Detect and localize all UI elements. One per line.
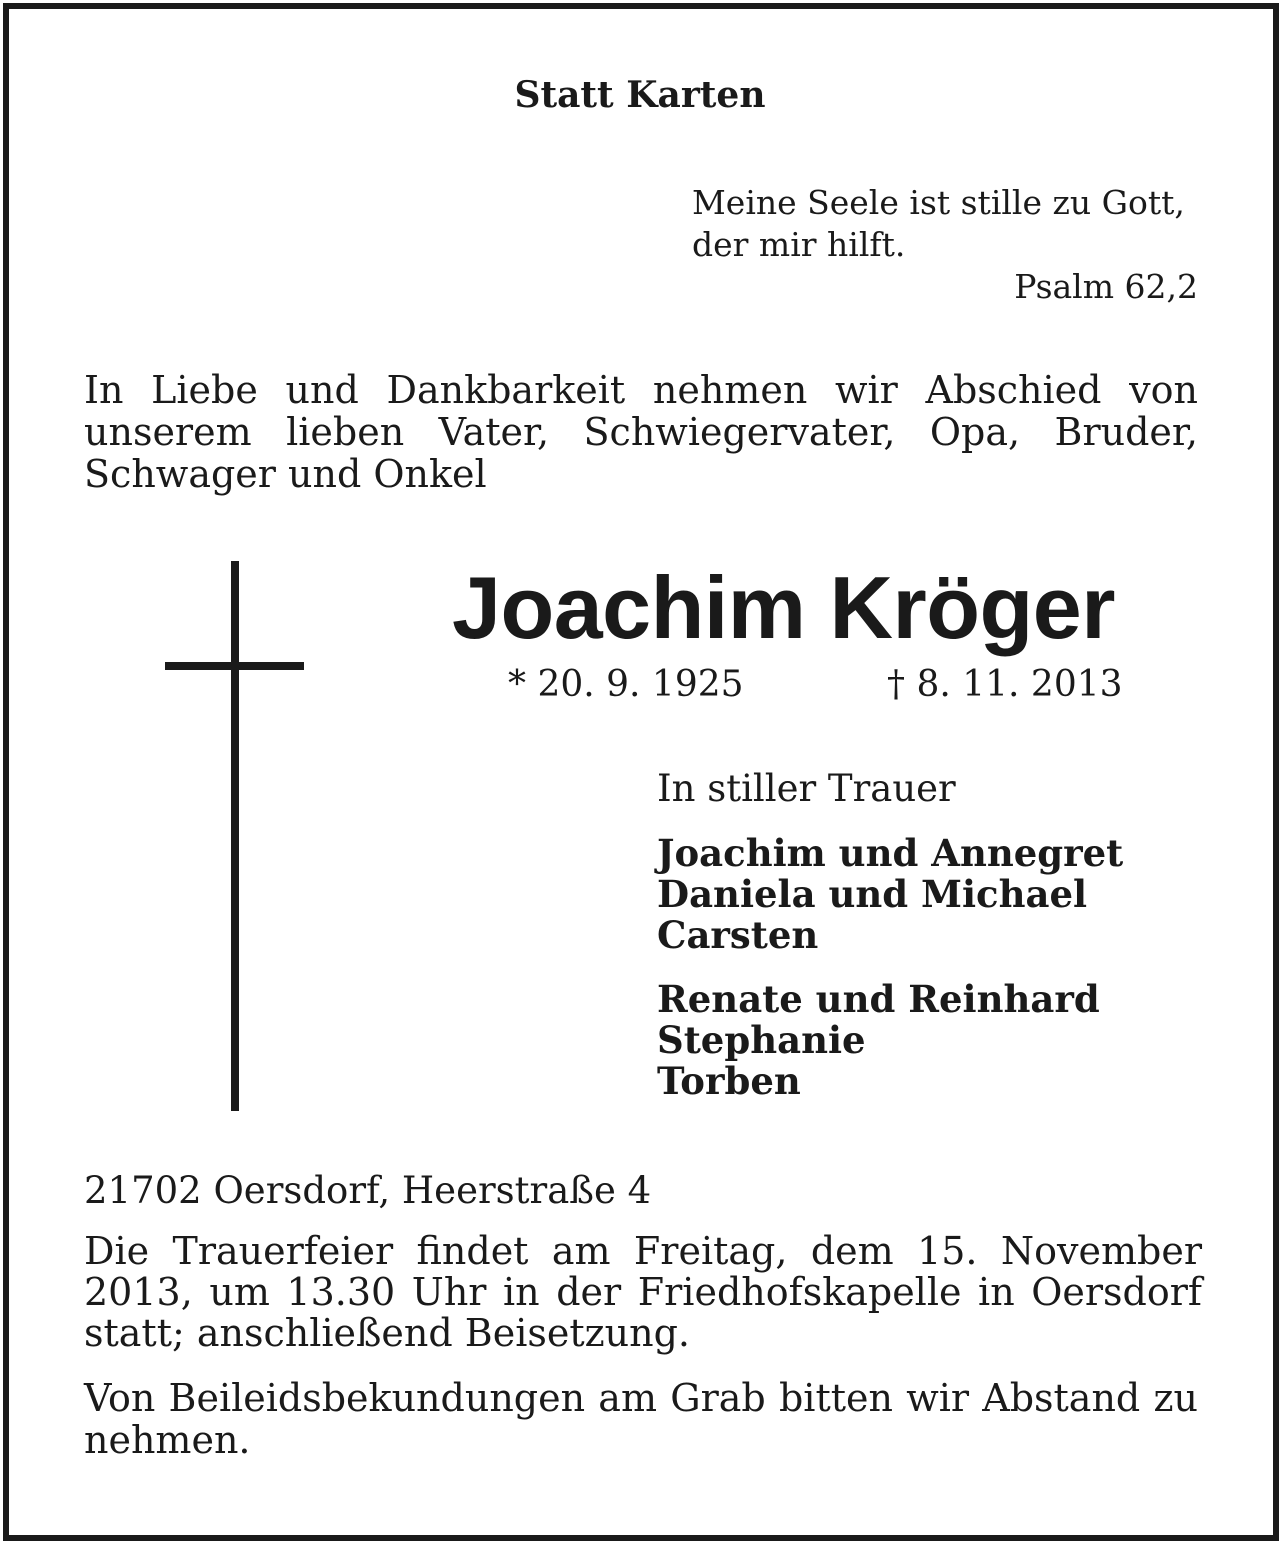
address: 21702 Oersdorf, Heerstraße 4 [84, 1169, 652, 1212]
mourning-label: In stiller Trauer [657, 767, 956, 810]
mourner-name: Joachim und Annegret [657, 831, 1124, 875]
mourner-name: Carsten [657, 913, 819, 957]
birth-date: * 20. 9. 1925 [508, 664, 744, 705]
deceased-name: Joachim Kröger [452, 558, 1115, 657]
condolences-note: Von Beileidsbekundungen am Grab bitten wir Abstand zu nehmen. [84, 1376, 1198, 1462]
mourner-group-1 [657, 833, 1123, 956]
verse-line-2: der mir hilft. [692, 225, 906, 264]
ceremony-info: Die Trauerfeier findet am Freitag, dem 15. November 2013, um 13.30 Uhr in der Friedhofskapelle in Oersdorf statt; anschließend Beisetzung. [84, 1229, 1202, 1355]
mourner-name: Renate und Reinhard [657, 977, 1100, 1021]
mourner-name: Daniela und Michael [657, 872, 1088, 916]
cross-horizontal-bar [165, 662, 304, 670]
intro-text: In Liebe und Dankbarkeit nehmen wir Abschied von unserem lieben Vater, Schwiegervater, Opa, Bruder, Schwager und Onkel [84, 368, 1198, 496]
mourner-group-2 [657, 979, 1100, 1102]
cross-vertical-bar [231, 561, 239, 1111]
death-date: † 8. 11. 2013 [887, 664, 1123, 705]
mourner-name: Torben [657, 1059, 801, 1103]
bible-verse [692, 182, 1185, 266]
verse-line-1: Meine Seele ist stille zu Gott, [692, 183, 1185, 222]
notice-header: Statt Karten [514, 74, 766, 116]
mourner-name: Stephanie [657, 1018, 866, 1062]
verse-reference: Psalm 62,2 [1014, 267, 1198, 306]
